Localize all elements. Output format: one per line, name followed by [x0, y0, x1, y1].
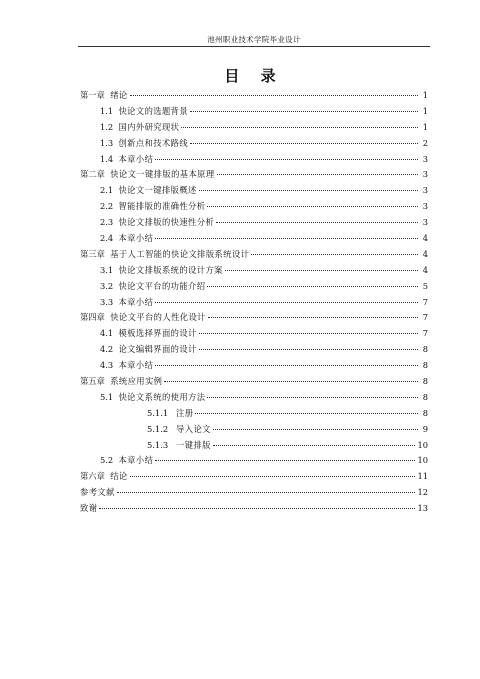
toc-entry-page: 3 — [422, 169, 428, 180]
toc-entry-number: 2.4 — [100, 233, 114, 244]
toc-entry[interactable] — [80, 438, 428, 454]
toc-entry-number: 4.2 — [100, 344, 114, 355]
toc-entry[interactable] — [80, 152, 428, 168]
toc-entry-page: 8 — [422, 407, 428, 418]
dot-leader — [207, 206, 418, 207]
dot-leader — [117, 492, 416, 493]
dot-leader — [130, 476, 416, 477]
toc-entry-number: 第三章 — [80, 248, 105, 259]
toc-entry[interactable] — [80, 247, 428, 263]
dot-leader — [195, 413, 418, 414]
toc-entry[interactable] — [80, 167, 428, 183]
toc-entry-number: 3.1 — [100, 264, 114, 275]
dot-leader — [155, 238, 418, 239]
toc-entry-page: 11 — [417, 471, 428, 482]
toc-entry-number: 1.3 — [100, 137, 114, 148]
toc-entry-number: 第四章 — [80, 312, 105, 323]
toc-entry-page: 8 — [422, 376, 428, 387]
toc-entry-title: 快论文系统的使用方法 — [118, 391, 206, 402]
toc-entry-title: 致谢 — [80, 503, 98, 514]
toc-entry[interactable] — [80, 342, 428, 358]
toc-entry-title: 快论文排版系统的设计方案 — [118, 264, 223, 275]
toc-entry-page: 3 — [422, 201, 428, 212]
toc-entry-title: 基于人工智能的快论文排版系统设计 — [110, 248, 250, 259]
dot-leader — [199, 349, 418, 350]
toc-entry[interactable] — [80, 390, 428, 406]
toc-entry-title: 快论文一键排版的基本原理 — [110, 169, 215, 180]
toc-entry-page: 1 — [422, 105, 428, 116]
toc-entry-title: 模板选择界面的设计 — [118, 328, 197, 339]
toc-entry-page: 8 — [422, 391, 428, 402]
page-header: 池州职业技术学院毕业设计 — [207, 35, 301, 44]
dot-leader — [164, 381, 418, 382]
toc-title: 目 录 — [224, 67, 284, 85]
toc-entry[interactable] — [80, 310, 428, 326]
toc-entry[interactable] — [80, 485, 428, 501]
toc-entry-page: 7 — [422, 312, 428, 323]
toc-entry-page: 8 — [422, 344, 428, 355]
toc-entry-title: 本章小结 — [118, 455, 154, 466]
toc-entry-page: 9 — [422, 423, 428, 434]
toc-entry-number: 1.1 — [100, 105, 114, 116]
toc-entry-title: 智能排版的准确性分析 — [118, 201, 206, 212]
toc-entry[interactable] — [80, 183, 428, 199]
toc-entry-title: 系统应用实例 — [110, 376, 163, 387]
toc-entry-number: 第六章 — [80, 471, 105, 482]
dot-leader — [155, 460, 415, 461]
dot-leader — [190, 143, 418, 144]
toc-entry-number: 第五章 — [80, 376, 105, 387]
toc-entry[interactable] — [80, 374, 428, 390]
toc-entry-page: 4 — [422, 248, 428, 259]
toc-entry-page: 10 — [417, 455, 428, 466]
toc-entry-title: 本章小结 — [118, 233, 154, 244]
dot-leader — [208, 317, 418, 318]
toc-entry-title: 论文编辑界面的设计 — [118, 344, 197, 355]
toc-entry[interactable] — [80, 422, 428, 438]
dot-leader — [155, 159, 418, 160]
toc-entry-title: 快论文一键排版概述 — [118, 185, 197, 196]
toc-entry[interactable] — [80, 88, 428, 104]
toc-entry-number: 5.1 — [100, 391, 114, 402]
toc-entry[interactable] — [80, 104, 428, 120]
toc-entry-title: 快论文排版的快速性分析 — [118, 217, 215, 228]
toc-entry-page: 12 — [417, 487, 428, 498]
dot-leader — [199, 190, 418, 191]
toc-entry-page: 3 — [422, 153, 428, 164]
toc-entry[interactable] — [80, 199, 428, 215]
toc-entry-number: 5.1.3 — [147, 439, 169, 450]
dot-leader — [213, 429, 418, 430]
toc-entry-page: 4 — [422, 264, 428, 275]
toc-entry[interactable] — [80, 295, 428, 311]
toc-entry-number: 4.3 — [100, 360, 114, 371]
toc-entry-number: 1.4 — [100, 153, 114, 164]
dot-leader — [155, 365, 418, 366]
toc-entry[interactable] — [80, 326, 428, 342]
toc-entry-number: 5.2 — [100, 455, 114, 466]
dot-leader — [190, 111, 418, 112]
toc-entry[interactable] — [80, 215, 428, 231]
toc-entry-number: 2.1 — [100, 185, 114, 196]
toc-entry-title: 本章小结 — [118, 360, 154, 371]
toc-entry-title: 参考文献 — [80, 487, 115, 498]
toc-entry-title: 国内外研究现状 — [118, 121, 180, 132]
dot-leader — [199, 333, 418, 334]
dot-leader — [130, 95, 418, 96]
toc-entry-title: 创新点和技术路线 — [118, 137, 189, 148]
toc-entry[interactable] — [80, 136, 428, 152]
toc-entry-number: 5.1.1 — [147, 407, 169, 418]
toc-entry-page: 5 — [422, 280, 428, 291]
dot-leader — [207, 397, 418, 398]
toc-entry-page: 7 — [422, 328, 428, 339]
dot-leader — [225, 270, 418, 271]
toc-entry-page: 8 — [422, 360, 428, 371]
toc-entry-number: 4.1 — [100, 328, 114, 339]
toc-entry-title: 绪论 — [110, 90, 128, 100]
toc-entry-title: 本章小结 — [118, 296, 154, 307]
toc-entry-page: 1 — [422, 90, 428, 100]
toc-entry-page: 7 — [422, 296, 428, 307]
dot-leader — [251, 254, 418, 255]
dot-leader — [99, 508, 415, 509]
toc-entry[interactable] — [80, 453, 428, 469]
toc-entry[interactable] — [80, 279, 428, 295]
dot-leader — [207, 286, 418, 287]
toc-entry-number: 2.2 — [100, 201, 114, 212]
toc-entry-title: 快论文平台的功能介绍 — [118, 280, 206, 291]
toc-entry-number: 3.2 — [100, 280, 114, 291]
dot-leader — [217, 174, 418, 175]
toc-entry[interactable] — [80, 263, 428, 279]
toc-entry-title: 本章小结 — [118, 153, 154, 164]
toc-entry[interactable] — [80, 231, 428, 247]
header-divider — [78, 46, 430, 47]
dot-leader — [155, 302, 418, 303]
toc-entry-title: 一键排版 — [176, 439, 211, 450]
toc-entry-page: 4 — [422, 233, 428, 244]
dot-leader — [216, 222, 418, 223]
toc-entry[interactable] — [80, 120, 428, 136]
toc-entry-number: 第二章 — [80, 169, 105, 180]
dot-leader — [181, 127, 418, 128]
toc-entry-title: 注册 — [176, 407, 194, 418]
toc-entry-number: 5.1.2 — [147, 423, 169, 434]
toc-entry-title: 快论文平台的人性化设计 — [110, 312, 206, 323]
toc-entry-number: 2.3 — [100, 217, 114, 228]
toc-entry-page: 13 — [417, 503, 428, 514]
toc-entry-number: 第一章 — [80, 90, 105, 100]
toc-entry-number: 3.3 — [100, 296, 114, 307]
toc-entry[interactable] — [80, 469, 428, 485]
toc-entry[interactable] — [80, 406, 428, 422]
table-of-contents — [80, 88, 428, 517]
dot-leader — [213, 445, 416, 446]
toc-entry-page: 1 — [422, 121, 428, 132]
toc-entry-title: 导入论文 — [176, 423, 211, 434]
toc-entry-page: 3 — [422, 217, 428, 228]
toc-entry-page: 2 — [422, 137, 428, 148]
toc-entry-page: 3 — [422, 185, 428, 196]
toc-entry-title: 结论 — [110, 471, 128, 482]
toc-entry-number: 1.2 — [100, 121, 114, 132]
toc-entry[interactable] — [80, 501, 428, 517]
toc-entry[interactable] — [80, 358, 428, 374]
toc-entry-page: 10 — [417, 439, 428, 450]
toc-entry-title: 快论文的选题背景 — [118, 105, 189, 116]
